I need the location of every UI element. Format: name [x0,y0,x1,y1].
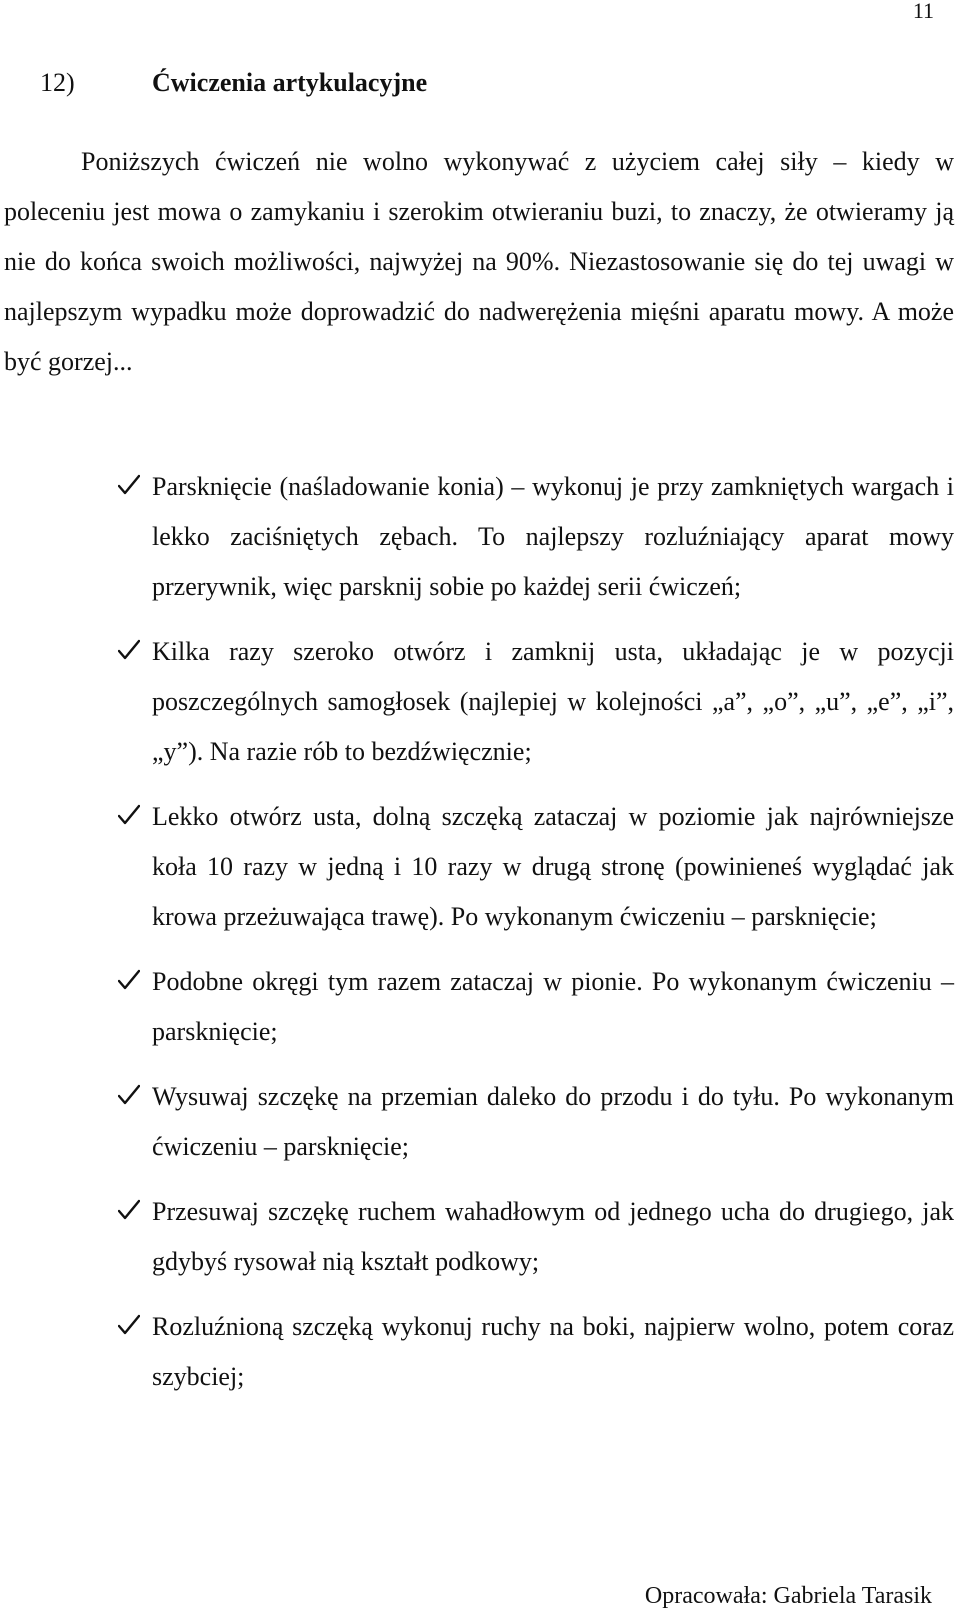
checkmark-icon [118,639,140,661]
exercise-item [0,627,960,777]
checkmark-icon [118,969,140,991]
exercise-item [0,1187,960,1287]
checkmark-icon [118,1314,140,1336]
exercise-item [0,792,960,942]
page-number: 11 [912,0,934,23]
exercise-text: Przesuwaj szczękę ruchem wahadłowym od jednego ucha do drugiego, jak gdybyś rysował nią kształt podkowy; [152,1197,954,1276]
intro-paragraph: Poniższych ćwiczeń nie wolno wykonywać z użyciem całej siły – kiedy w poleceniu jest mowa o zamykaniu i szerokim otwieraniu buzi, to znaczy, że otwieramy ją nie do końca swoich możliwości, najwyżej na 90%. Niezastosowanie się do tej uwagi w najlepszym wypadku może doprowadzić do nadwerężenia mięśni aparatu mowy. A może być gorzej... [4,147,954,376]
section-heading [40,68,427,98]
exercise-item [0,957,960,1057]
exercise-text: Kilka razy szeroko otwórz i zamknij usta, układając je w pozycji poszczególnych samogłosek (najlepiej w kolejności „a”, „o”, „u”, „e”, „i”, „y”). Na razie rób to bezdźwięcznie; [152,637,954,766]
author-footer: Opracowała: Gabriela Tarasik [644,1583,932,1609]
exercise-text: Lekko otwórz usta, dolną szczęką zataczaj w poziomie jak najrówniejsze koła 10 razy w jedną i 10 razy w drugą stronę (powinieneś wyglądać jak krowa przeżuwająca trawę). Po wykonanym ćwiczeniu – parsknięcie; [152,802,954,931]
exercise-list [0,462,960,1402]
exercise-text: Rozluźnioną szczęką wykonuj ruchy na boki, najpierw wolno, potem coraz szybciej; [152,1312,954,1391]
checkmark-icon [118,474,140,496]
exercise-item [0,1072,960,1172]
exercise-item [0,1302,960,1402]
exercise-text: Podobne okręgi tym razem zataczaj w pionie. Po wykonanym ćwiczeniu – parsknięcie; [152,967,954,1046]
section-title: Ćwiczenia artykulacyjne [152,68,428,97]
checkmark-icon [118,1084,140,1106]
exercise-item [0,462,960,612]
exercise-text: Parsknięcie (naśladowanie konia) – wykonuj je przy zamkniętych wargach i lekko zaciśniętych zębach. To najlepszy rozluźniający aparat mowy przerywnik, więc parsknij sobie po każdej serii ćwiczeń; [152,472,954,601]
checkmark-icon [118,804,140,826]
checkmark-icon [118,1199,140,1221]
exercise-text: Wysuwaj szczękę na przemian daleko do przodu i do tyłu. Po wykonanym ćwiczeniu – parsknięcie; [152,1082,954,1161]
section-number: 12) [40,68,75,97]
